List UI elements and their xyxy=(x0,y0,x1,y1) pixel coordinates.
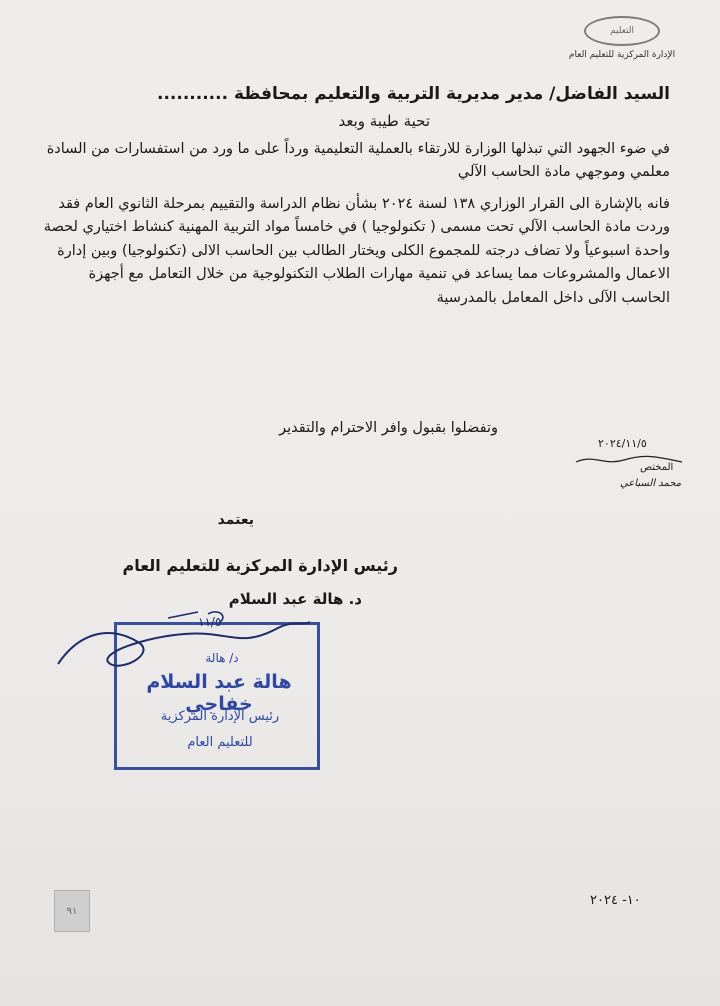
department-name: الإدارة المركزية للتعليم العام xyxy=(568,50,676,60)
closing-line: وتفضلوا بقبول وافر الاحترام والتقدير xyxy=(279,420,498,436)
head-name: د. هالة عبد السلام xyxy=(228,590,362,608)
approval-label: يعتمد xyxy=(217,512,254,528)
greeting: تحية طيبة وبعد xyxy=(338,112,430,130)
paragraph-decision: فانه بالإشارة الى القرار الوزاري ١٣٨ لسنة ٢٠٢٤ بشأن نظام الدراسة والتقييم بمرحلة الثانوي العام فقد وردت مادة الحاسب الآلي تحت مسمى ( تكنولوجيا ) في خامساً مواد التربية المهنية كنشاط اختياري لحصة واحدة اسبوعياً ولا تضاف درجته للمجموع الكلى ويختار الطالب بين الحاسب الالى (تكنولوجيا) وبين إدارة الاعمال والمشروعات مما يساعد في تنمية مهارات الطلاب التكنولوجية من خلال التعامل مع أجهزة الحاسب الآلى داخل المعامل بالمدرسية xyxy=(43,195,670,306)
stamp-line-3: رئيس الإدارة المركزية xyxy=(160,709,280,724)
paragraph-intro: في ضوء الجهود التي تبذلها الوزارة للارتقاء بالعملية التعليمية ورداً على ما ورد من استفسارات من السادة معلمي وموجهي مادة الحاسب الآلي xyxy=(46,141,670,181)
head-title: رئيس الإدارة المركزية للتعليم العام xyxy=(122,556,398,575)
document-code: ١٠- ٢٠٢٤ xyxy=(590,893,641,908)
signature-date: ١١/٥ xyxy=(198,615,222,629)
specialist-date: ٢٠٢٤/١١/٥ xyxy=(598,437,647,450)
stamp-line-2: هالة عبد السلام خفاجي xyxy=(146,671,292,715)
specialist-name: محمد السباعي xyxy=(620,478,682,489)
page-number-badge: ٩١ xyxy=(54,890,90,932)
handwritten-signature-icon xyxy=(48,604,318,694)
salutation: السيد الفاضل/ مدير مديرية التربية والتعليم بمحافظة ........... xyxy=(157,84,670,104)
ministry-logo-icon xyxy=(584,16,660,46)
stamp-line-1: د/ هالة xyxy=(205,651,239,665)
logo-text: التعليم xyxy=(610,26,634,36)
letterhead xyxy=(552,16,692,60)
stamp-line-4: للتعليم العام xyxy=(187,735,253,750)
letter-body xyxy=(38,138,670,318)
specialist-title: المختص xyxy=(640,462,674,473)
